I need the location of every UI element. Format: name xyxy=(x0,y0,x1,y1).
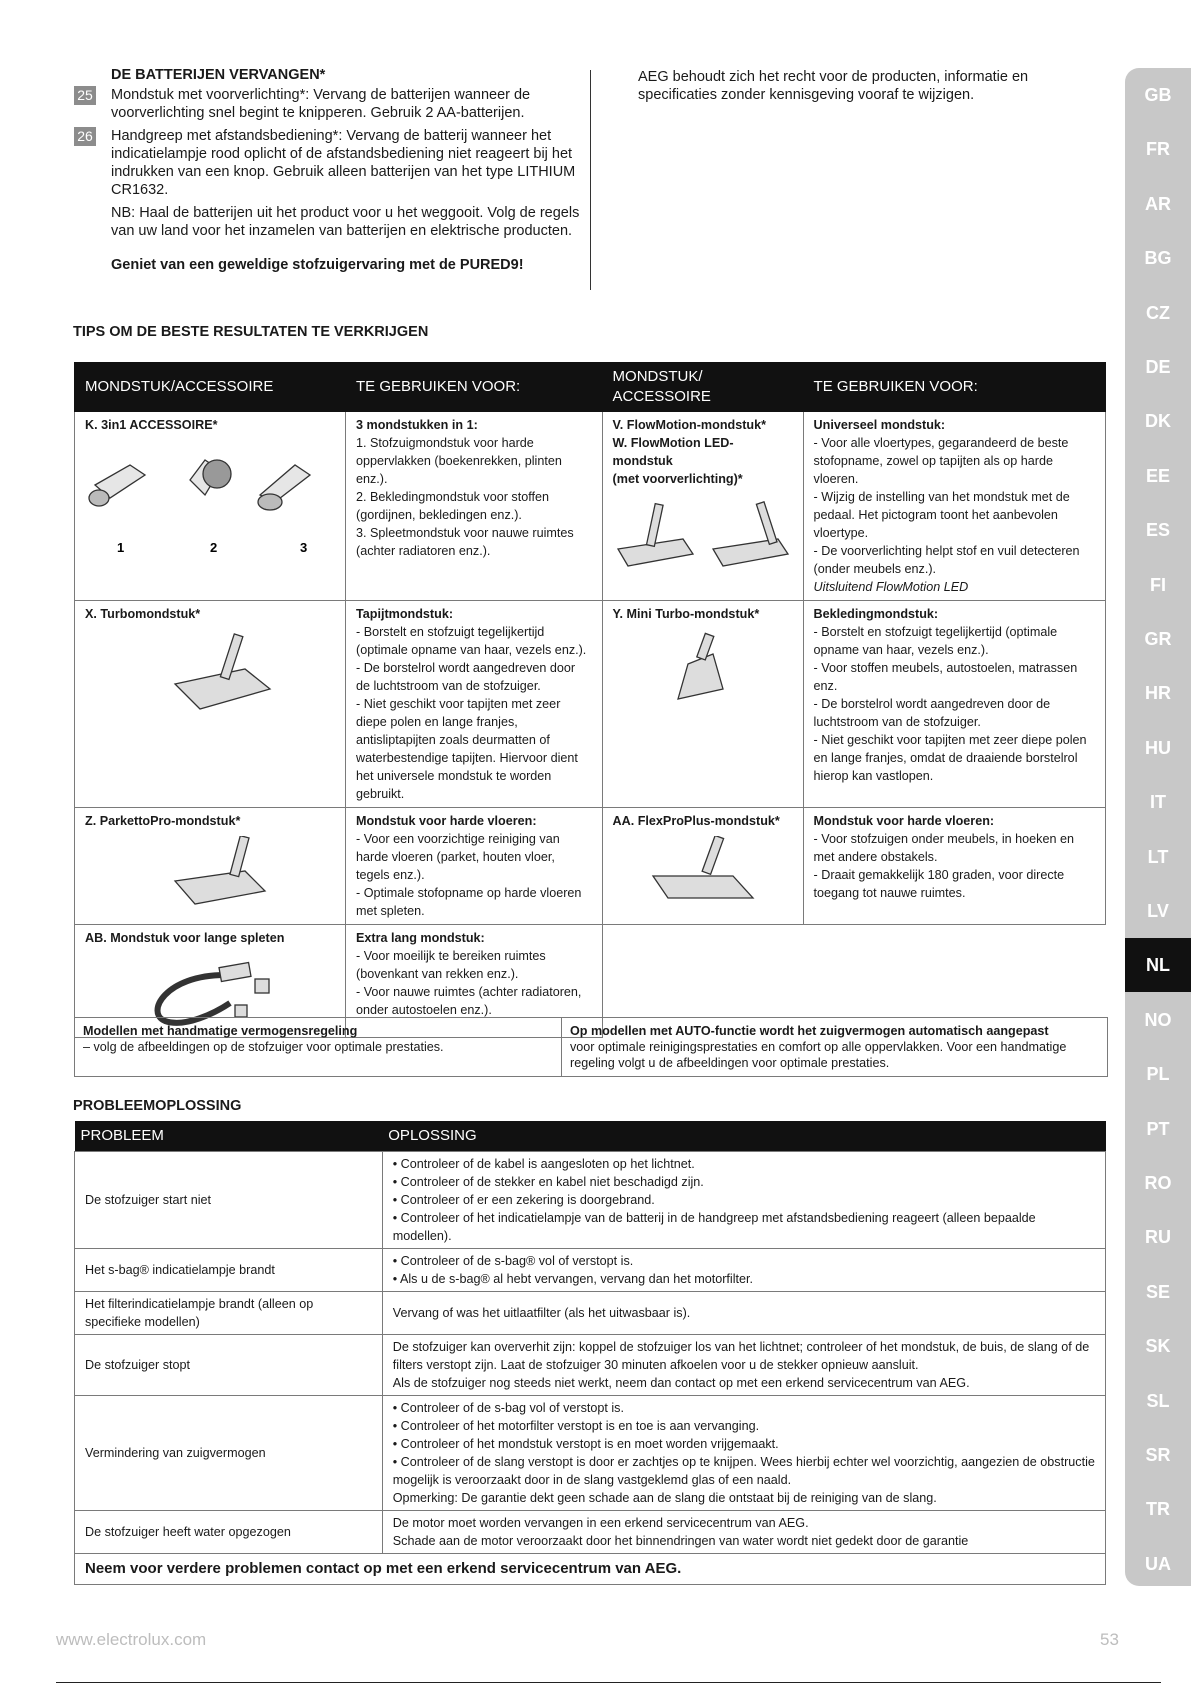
accessory-label-2: 2 xyxy=(210,540,218,555)
accessory-cell-z xyxy=(75,808,346,925)
language-tab-tr[interactable]: TR xyxy=(1146,1499,1170,1520)
problem-cell: Vermindering van zuigvermogen xyxy=(75,1396,383,1511)
use-line: - Voor moeilijk te bereiken ruimtes (bovenkant van rekken enz.). xyxy=(356,949,546,981)
use-line: - Wijzig de instelling van het mondstuk met de pedaal. Het pictogram toont het aanbevolen vloertype. xyxy=(813,490,1070,540)
solution-cell xyxy=(382,1292,1105,1335)
solution-line: Schade aan de motor veroorzaakt door het binnendringen van water wordt niet gedekt door de garantie xyxy=(392,1534,969,1548)
battery-section xyxy=(77,67,581,279)
language-tab-ro[interactable]: RO xyxy=(1144,1173,1172,1193)
language-tab-dk[interactable]: DK xyxy=(1145,411,1171,432)
battery-note: NB: Haal de batterijen uit het product voor u het weggooit. Volg de regels van uw land voor het inzamelen van batterijen en elektrische producten. xyxy=(111,205,580,239)
solution-line: • Controleer of het motorfilter verstopt is en toe is aan vervanging. xyxy=(392,1419,760,1433)
language-tab-sk[interactable]: SK xyxy=(1145,1336,1171,1357)
solution-cell xyxy=(382,1511,1105,1554)
use-title: Tapijtmondstuk: xyxy=(356,607,454,621)
use-line: - Voor alle vloertypes, gegarandeerd de beste stofopname, zowel op tapijten als op harde vloeren. xyxy=(813,436,1069,486)
language-tab-ee[interactable]: EE xyxy=(1145,465,1170,486)
language-tab-lv[interactable]: LV xyxy=(1147,901,1169,921)
accessory-cell-x xyxy=(75,601,346,808)
solution-line: De motor moet worden vervangen in een erkend servicecentrum van AEG. xyxy=(392,1516,809,1530)
accessory-name: AA. FlexProPlus-mondstuk* xyxy=(612,814,780,828)
problem-cell: De stofzuiger heeft water opgezogen xyxy=(75,1511,383,1554)
use-cell-v xyxy=(803,412,1105,601)
table-row xyxy=(75,1511,1106,1554)
header-use-2: TE GEBRUIKEN VOOR: xyxy=(803,363,1105,412)
use-title: Bekledingmondstuk: xyxy=(813,607,939,621)
header-accessory-2: MONDSTUK/ ACCESSOIRE xyxy=(602,363,803,412)
header-use: TE GEBRUIKEN VOOR: xyxy=(346,363,603,412)
use-line: - Voor een voorzichtige reiniging van harde vloeren (parket, houten vloer, tegels enz.). xyxy=(356,832,560,882)
language-tab-de[interactable]: DE xyxy=(1145,357,1171,377)
solution-line: • Controleer of de slang verstopt is door er zachtjes op te knijpen. Wees hierbij echter wel voorzichtig, aangezien de obstructie mogelijk is veroorzaakt door in de slang vastgeklemd glas of een naald. xyxy=(392,1455,1095,1487)
note-text: voor optimale reinigingsprestaties en comfort op alle oppervlakken. Voor een handmatige regeling volgt u de afbeeldingen voor optimale prestaties. xyxy=(570,1040,1067,1070)
language-tab-gb[interactable]: GB xyxy=(1144,85,1172,105)
solution-line: • Als u de s-bag® al hebt vervangen, vervang dan het motorfilter. xyxy=(392,1272,753,1286)
accessory-label-3: 3 xyxy=(300,540,308,555)
tips-header-row xyxy=(75,363,1106,412)
battery-item-text: Mondstuk met voorverlichting*: Vervang de batterijen wanneer de voorverlichting snel begint te knipperen. Gebruik 2 AA-batterijen. xyxy=(111,87,531,121)
use-line: - Niet geschikt voor tapijten met zeer diepe polen en lange franjes, omdat de draaiende borstelrol hierop kan vastlopen. xyxy=(813,733,1087,783)
language-tab-es[interactable]: ES xyxy=(1145,520,1170,541)
table-row xyxy=(75,1335,1106,1396)
use-line: - Borstelt en stofzuigt tegelijkertijd (optimale opname van haar, vezels enz.). xyxy=(356,625,587,657)
solution-cell xyxy=(382,1335,1105,1396)
language-tab-sl[interactable]: SL xyxy=(1146,1390,1170,1411)
use-title: Extra lang mondstuk: xyxy=(356,931,485,945)
language-tab-ar[interactable]: AR xyxy=(1145,193,1171,214)
language-tab-ua[interactable]: UA xyxy=(1145,1553,1171,1574)
disclaimer: AEG behoudt zich het recht voor de producten, informatie en specificaties zonder kennisgeving vooraf te wijzigen. xyxy=(638,69,1029,103)
use-title: Mondstuk voor harde vloeren: xyxy=(356,814,537,828)
problem-cell: Het filterindicatielampje brandt (alleen op specifieke modellen) xyxy=(75,1292,383,1335)
page-number: 53 xyxy=(1100,1630,1119,1649)
accessory-name-line: W. FlowMotion LED-mondstuk xyxy=(612,436,734,468)
use-line: - Niet geschikt voor tapijten met zeer diepe polen en lange franjes, antisliptapijten zoals deurmatten of waterbestendige tapijten. Hiervoor dient het universele mondstuk te worden gebruikt. xyxy=(356,697,578,801)
table-row xyxy=(75,1292,1106,1335)
use-title: Universeel mondstuk: xyxy=(813,418,946,432)
tips-row xyxy=(75,412,1106,601)
accessory-cell-aa xyxy=(602,808,803,925)
language-tab-hr[interactable]: HR xyxy=(1145,683,1171,704)
auto-power-note xyxy=(562,1018,1107,1076)
language-tab-nl[interactable]: NL xyxy=(1125,938,1191,992)
parkettopro-nozzle-illustration xyxy=(95,836,335,911)
use-title: Mondstuk voor harde vloeren: xyxy=(813,814,995,828)
language-tab-cz[interactable]: CZ xyxy=(1146,302,1170,323)
accessory-label-1: 1 xyxy=(117,540,125,555)
use-line: - De borstelrol wordt aangedreven door de luchtstroom van de stofzuiger. xyxy=(356,661,576,693)
solution-line: • Controleer of de s-bag® vol of verstopt is. xyxy=(392,1254,634,1268)
solution-line: • Controleer of het mondstuk verstopt is en moet worden vrijgemaakt. xyxy=(392,1437,779,1451)
solution-cell xyxy=(382,1152,1105,1249)
tips-row xyxy=(75,808,1106,925)
header-solution: OPLOSSING xyxy=(382,1121,1105,1152)
accessory-name-line: V. FlowMotion-mondstuk* xyxy=(612,418,766,432)
table-row xyxy=(75,1396,1106,1511)
use-line: 1. Stofzuigmondstuk voor harde oppervlakken (boekenrekken, plinten enz.). xyxy=(356,436,562,486)
battery-item-text: Handgreep met afstandsbediening*: Vervang de batterij wanneer het indicatielampje rood oplicht of de afstandsbediening niet reageert bij het indrukken van een knop. Gebruik alleen batterijen van het type LITHIUM CR1632. xyxy=(111,128,576,198)
language-tab-fr[interactable]: FR xyxy=(1146,139,1170,160)
troubleshooting-title: PROBLEEMOPLOSSING xyxy=(73,1098,242,1114)
accessory-name-line: (met voorverlichting)* xyxy=(612,472,743,486)
step-number: 26 xyxy=(74,127,96,146)
battery-title: DE BATTERIJEN VERVANGEN* xyxy=(111,67,326,83)
solution-line: • Controleer of het indicatielampje van de batterij in de handgreep met afstandsbediening reageert (alleen bepaalde modellen). xyxy=(392,1211,1036,1243)
use-line: - Optimale stofopname op harde vloeren met spleten. xyxy=(356,886,582,918)
use-cell-aa xyxy=(803,808,1105,925)
language-tab-se[interactable]: SE xyxy=(1145,1281,1170,1302)
accessory-name: X. Turbomondstuk* xyxy=(85,607,201,621)
accessory-name: Y. Mini Turbo-mondstuk* xyxy=(612,607,760,621)
use-line: 3. Spleetmondstuk voor nauwe ruimtes (achter radiatoren enz.). xyxy=(356,526,574,558)
tips-table xyxy=(74,362,1106,1038)
language-tab-bg[interactable]: BG xyxy=(1144,248,1172,269)
language-tab-lt[interactable]: LT xyxy=(1147,846,1169,867)
language-tab-no[interactable]: NO xyxy=(1144,1009,1172,1030)
language-tab-fi[interactable]: FI xyxy=(1150,574,1166,595)
problem-cell: Het s-bag® indicatielampje brandt xyxy=(75,1249,383,1292)
note-title: Op modellen met AUTO-functie wordt het zuigvermogen automatisch aangepast xyxy=(570,1024,1049,1038)
note-text: – volg de afbeeldingen op de stofzuiger voor optimale prestaties. xyxy=(83,1040,444,1054)
note-title: Modellen met handmatige vermogensregeling xyxy=(83,1024,358,1038)
language-tab-ru[interactable]: RU xyxy=(1145,1227,1171,1248)
accessory-cell-k xyxy=(75,412,346,601)
use-line: - Voor stofzuigen onder meubels, in hoeken en met andere obstakels. xyxy=(813,832,1074,864)
table-row xyxy=(75,1152,1106,1249)
language-tab-hu[interactable]: HU xyxy=(1145,737,1171,758)
use-cell-k xyxy=(346,412,603,601)
solution-line: • Controleer of de kabel is aangesloten op het lichtnet. xyxy=(392,1157,695,1171)
use-line: - De borstelrol wordt aangedreven door de luchtstroom van de stofzuiger. xyxy=(813,697,1051,729)
troubleshooting-table xyxy=(74,1121,1106,1585)
use-title: 3 mondstukken in 1: xyxy=(356,418,478,432)
turbo-nozzle-illustration xyxy=(95,629,335,719)
header-problem: PROBLEEM xyxy=(75,1121,383,1152)
language-tab-pt[interactable]: PT xyxy=(1146,1118,1170,1139)
footer-rule xyxy=(56,1682,1161,1683)
accessory-cell-v xyxy=(602,412,803,601)
solution-line: • Controleer of de stekker en kabel niet beschadigd zijn. xyxy=(392,1175,704,1189)
troubleshooting-header-row xyxy=(75,1121,1106,1152)
solution-line: De stofzuiger kan oververhit zijn: koppel de stofzuiger los van het lichtnet; controleer of het mondstuk, de buis, de slang of de filters verstopt zijn. Laat de stofzuiger 30 minuten afkoelen voor u de stekker opnieuw aansluit. xyxy=(392,1340,1090,1372)
tips-row xyxy=(75,601,1106,808)
power-notes xyxy=(74,1017,1108,1077)
battery-item-26 xyxy=(77,127,581,199)
problem-cell: De stofzuiger stopt xyxy=(75,1335,383,1396)
use-line: - Draait gemakkelijk 180 graden, voor directe toegang tot nauwe ruimtes. xyxy=(813,868,1065,900)
accessory-cell-y xyxy=(602,601,803,808)
mini-turbo-nozzle-illustration xyxy=(613,629,788,709)
use-note: Uitsluitend FlowMotion LED xyxy=(813,580,969,594)
footer-url[interactable]: www.electrolux.com xyxy=(56,1630,207,1649)
accessory-name: AB. Mondstuk voor lange spleten xyxy=(85,931,285,945)
flexproplus-nozzle-illustration xyxy=(613,836,788,911)
header-accessory: MONDSTUK/ACCESSOIRE xyxy=(75,363,346,412)
manual-power-note xyxy=(75,1018,562,1076)
battery-item-25 xyxy=(77,86,581,122)
use-line: 2. Bekledingmondstuk voor stoffen (gordijnen, bekledingen enz.). xyxy=(356,490,549,522)
language-tab-gr[interactable]: GR xyxy=(1144,629,1172,649)
use-cell-z xyxy=(346,808,603,925)
language-tab-pl[interactable]: PL xyxy=(1146,1064,1170,1085)
tips-title: TIPS OM DE BESTE RESULTATEN TE VERKRIJGEN xyxy=(73,324,429,340)
column-divider xyxy=(590,70,591,290)
table-row xyxy=(75,1249,1106,1292)
solution-line: Als de stofzuiger nog steeds niet werkt, neem dan contact op met een erkend servicecentrum van AEG. xyxy=(392,1376,970,1390)
3in1-accessory-illustration xyxy=(85,440,325,560)
accessory-name: Z. ParkettoPro-mondstuk* xyxy=(85,814,241,828)
language-tabs xyxy=(1125,68,1191,1586)
battery-enjoy: Geniet van een geweldige stofzuigervaring met de PURED9! xyxy=(111,257,524,273)
solution-line: • Controleer of de s-bag vol of verstopt is. xyxy=(392,1401,624,1415)
language-tab-it[interactable]: IT xyxy=(1150,792,1166,813)
use-line: - Borstelt en stofzuigt tegelijkertijd (optimale opname van haar, vezels enz.). xyxy=(813,625,1058,657)
solution-line: Opmerking: De garantie dekt geen schade aan de slang die ontstaat bij de reiniging van de slang. xyxy=(392,1491,937,1505)
step-number: 25 xyxy=(74,86,96,105)
final-note: Neem voor verdere problemen contact op met een erkend servicecentrum van AEG. xyxy=(75,1554,1106,1585)
solution-cell xyxy=(382,1396,1105,1511)
use-cell-y xyxy=(803,601,1105,808)
language-tab-sr[interactable]: SR xyxy=(1145,1445,1171,1465)
problem-cell: De stofzuiger start niet xyxy=(75,1152,383,1249)
accessory-name: K. 3in1 ACCESSOIRE* xyxy=(85,418,218,432)
solution-line: Vervang of was het uitlaatfilter (als het uitwasbaar is). xyxy=(392,1306,691,1320)
use-cell-x xyxy=(346,601,603,808)
use-line: - Voor stoffen meubels, autostoelen, matrassen enz. xyxy=(813,661,1078,693)
solution-line: • Controleer of er een zekering is doorgebrand. xyxy=(392,1193,655,1207)
use-line: - De voorverlichting helpt stof en vuil detecteren (onder meubels enz.). xyxy=(813,544,1080,576)
use-line: - Voor nauwe ruimtes (achter radiatoren, onder autostoelen enz.). xyxy=(356,985,582,1017)
solution-cell xyxy=(382,1249,1105,1292)
flowmotion-nozzle-illustration xyxy=(613,494,793,574)
table-row-final xyxy=(75,1554,1106,1585)
